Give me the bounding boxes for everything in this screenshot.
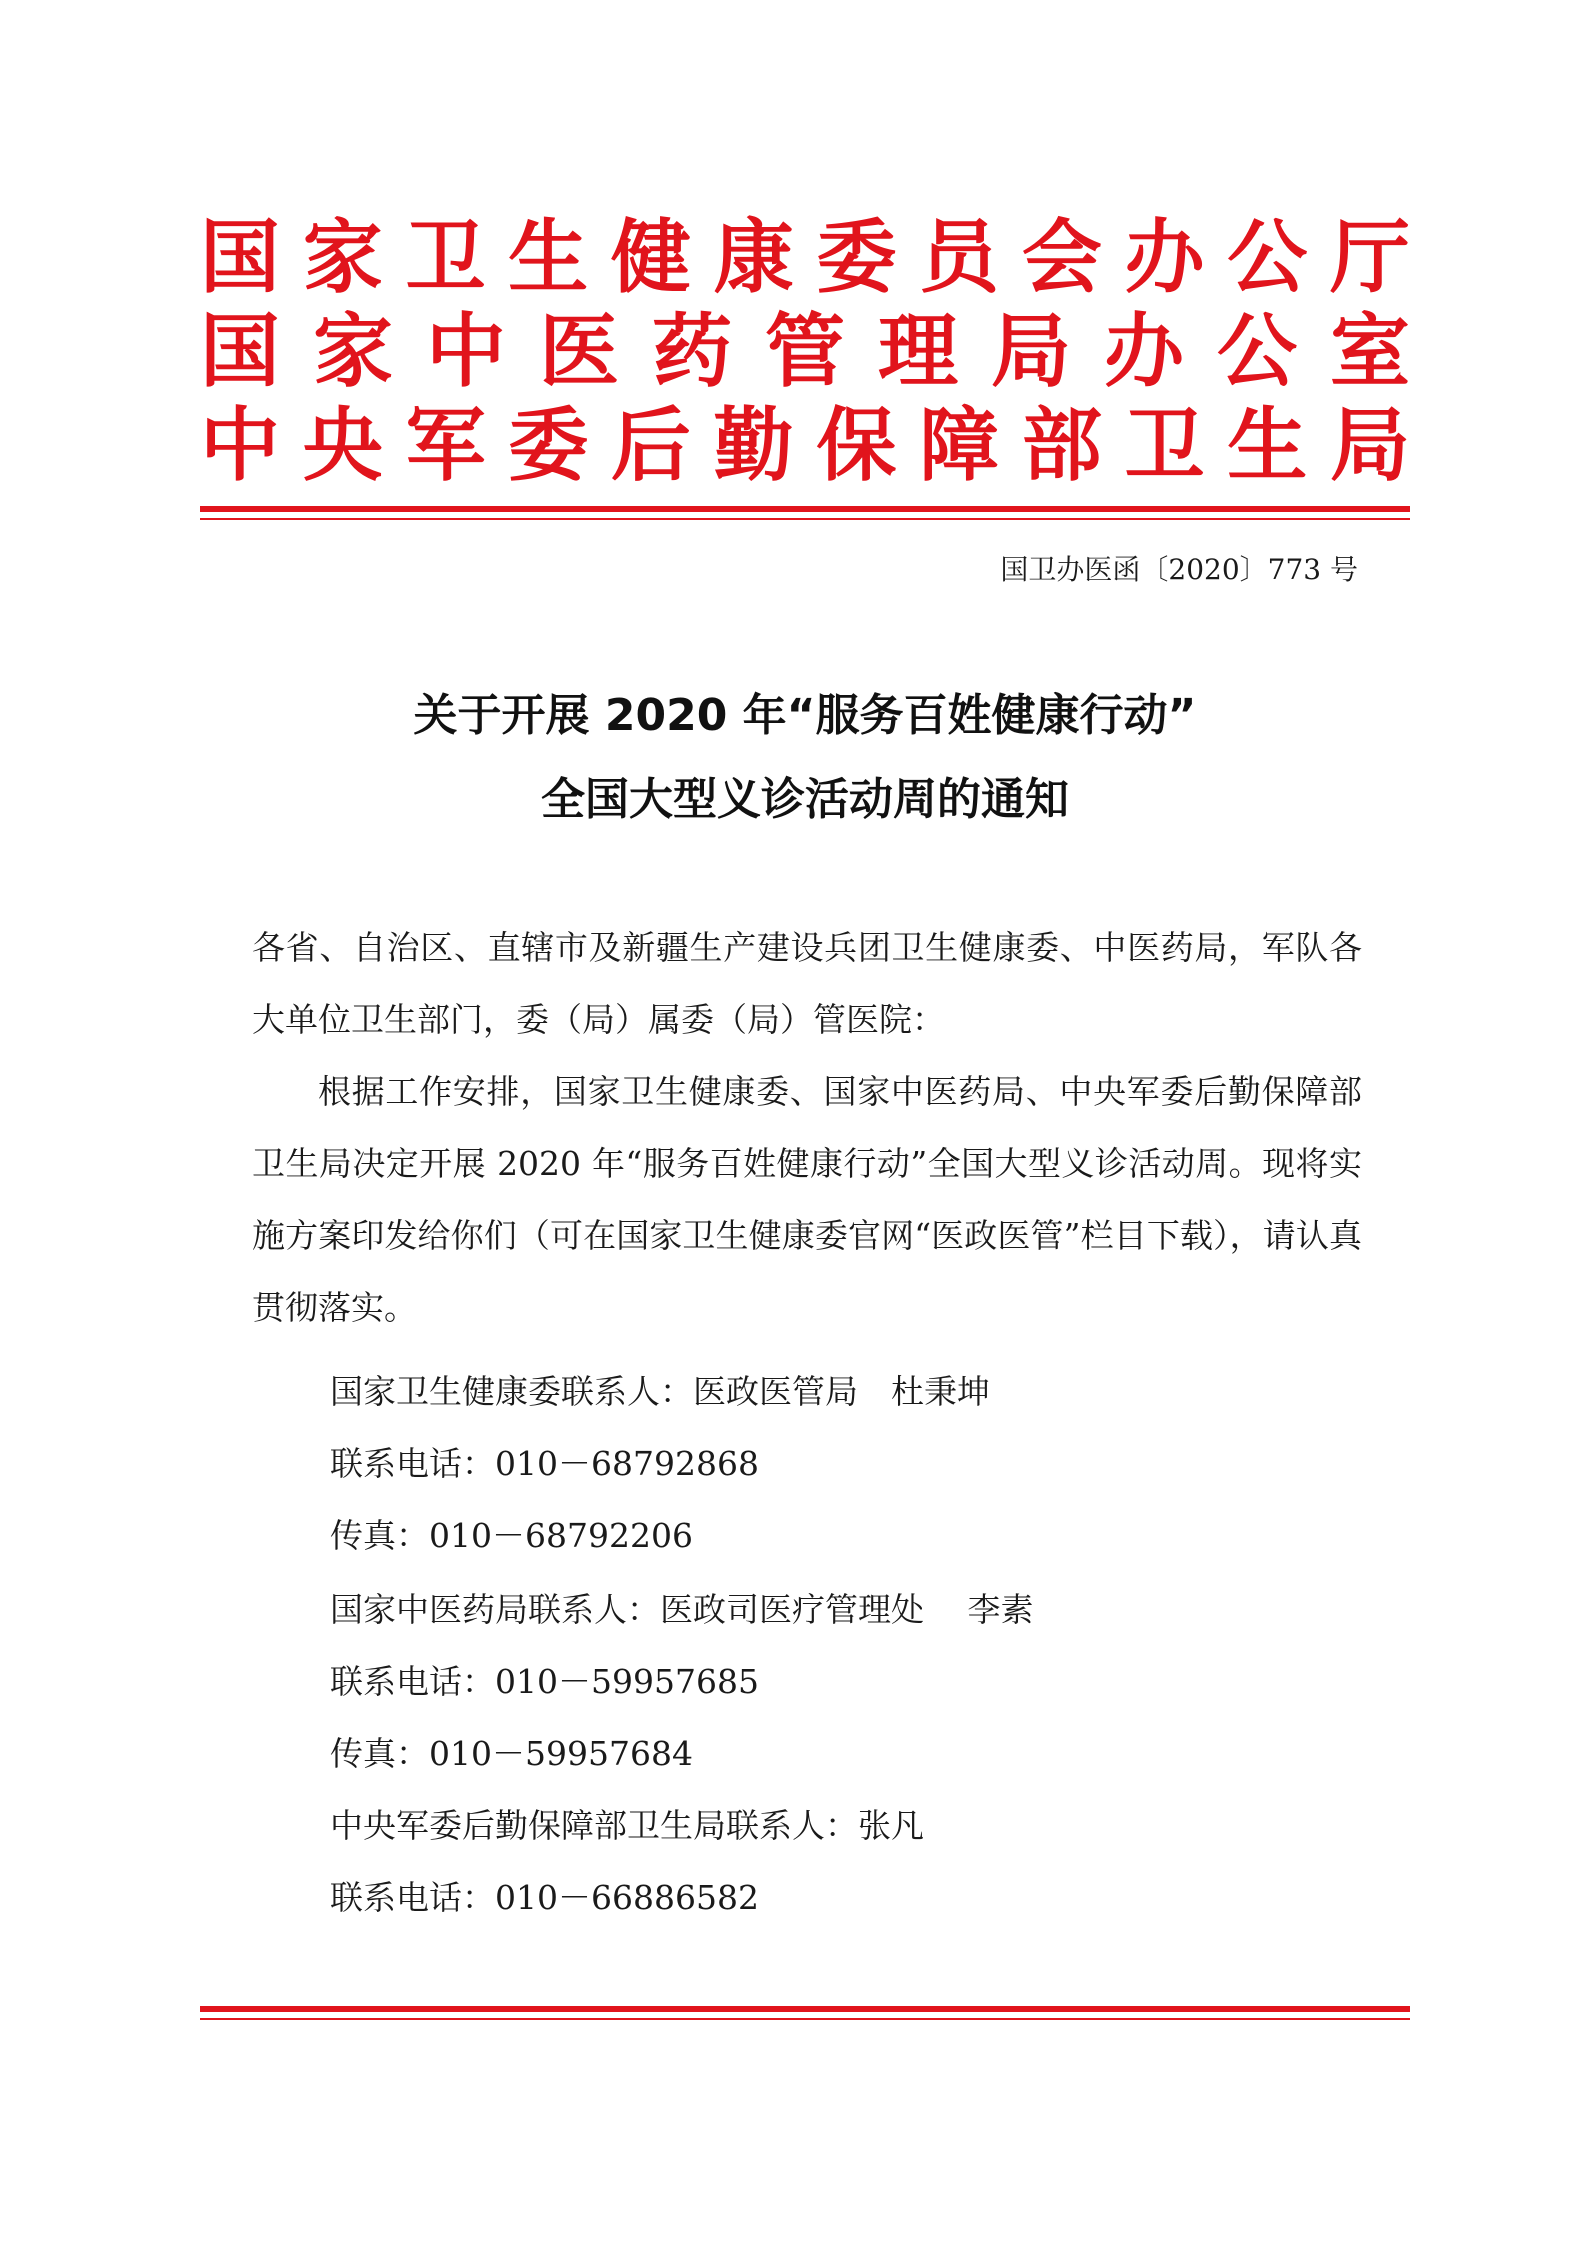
issuer-header-line-2: 国家中医药管理局办公室	[200, 305, 1410, 398]
contact-tcm-person: 国家中医药局联系人：医政司医疗管理处 李素	[330, 1590, 1034, 1629]
salutation: 各省、自治区、直辖市及新疆生产建设兵团卫生健康委、中医药局，军队各大单位卫生部门，委（局）属委（局）管医院：	[252, 928, 1362, 1039]
contact-nhc-person: 国家卫生健康委联系人：医政医管局 杜秉坤	[330, 1372, 990, 1411]
contact-tcm-fax: 传真：010－59957684	[330, 1734, 693, 1773]
footer-divider-thin	[200, 2018, 1410, 2020]
contact-military-phone: 联系电话：010－66886582	[330, 1878, 759, 1917]
contact-military-person: 中央军委后勤保障部卫生局联系人：张凡	[330, 1806, 924, 1845]
contact-tcm-phone: 联系电话：010－59957685	[330, 1662, 759, 1701]
issuer-header-line-3: 中央军委后勤保障部卫生局	[200, 399, 1410, 492]
footer-divider-thick	[200, 2006, 1410, 2012]
body-paragraph: 根据工作安排，国家卫生健康委、国家中医药局、中央军委后勤保障部卫生局决定开展 2020 年“服务百姓健康行动”全国大型义诊活动周。现将实施方案印发给你们（可在国家卫生健康委官网“医政医管”栏目下载），请认真贯彻落实。	[252, 1072, 1362, 1327]
issuer-header-line-1: 国家卫生健康委员会办公厅	[200, 211, 1410, 304]
notice-title-line-2: 全国大型义诊活动周的通知	[541, 774, 1069, 825]
document-number: 国卫办医函〔2020〕773 号	[1000, 553, 1358, 586]
header-divider-thin	[200, 518, 1410, 520]
header-divider-thick	[200, 506, 1410, 512]
notice-title-line-1: 关于开展 2020 年“服务百姓健康行动”	[413, 690, 1197, 741]
contact-nhc-fax: 传真：010－68792206	[330, 1516, 693, 1555]
contact-nhc-phone: 联系电话：010－68792868	[330, 1444, 759, 1483]
